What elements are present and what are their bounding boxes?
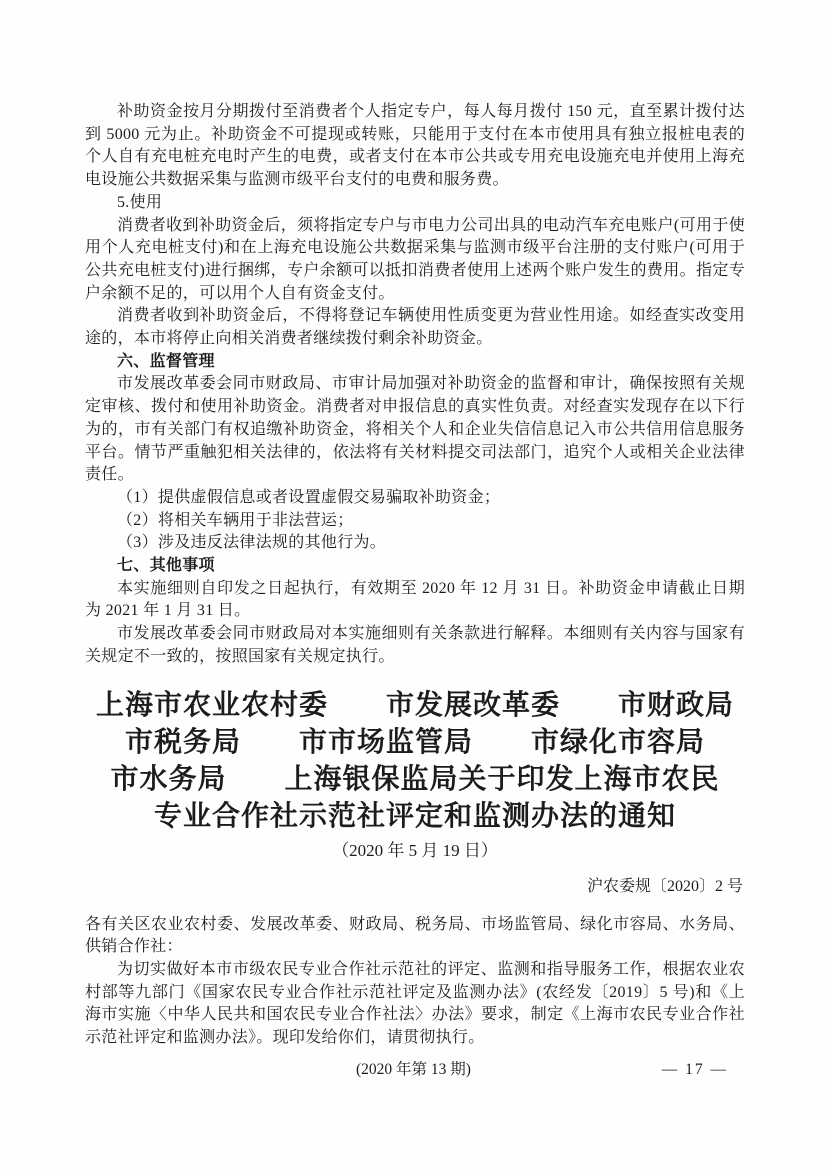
page-footer xyxy=(0,1058,827,1082)
previous-document-body xyxy=(85,101,745,669)
body-paragraph: 补助资金按月分期拨付至消费者个人指定专户，每人每月拨付 150 元，直至累计拨付达到 5000 元为止。补助资金不可提现或转账，只能用于支付在本市使用具有独立报桩电表的个人自有充电桩充电时产生的电费，或者支付在本市公共或专用充电设施充电并使用上海充电设施公共数据采集与监测市级平台支付的电费和服务费。 xyxy=(85,103,745,189)
notice-title-line: 市水务局 上海银保监局关于印发上海市农民 xyxy=(110,763,720,795)
body-paragraph: 市发展改革委会同市财政局对本实施细则有关条款进行解释。本细则有关内容与国家有关规定不一致的，按照国家有关规定执行。 xyxy=(85,625,745,665)
body-paragraph: 消费者收到补助资金后，须将指定专户与市电力公司出具的电动汽车充电账户(可用于使用个人充电桩支付)和在上海充电设施公共数据采集与监测市级平台注册的支付账户(可用于公共充电桩支付)进行捆绑，专户余额可以抵扣消费者使用上述两个账户发生的费用。指定专户余额不足的，可以用个人自有资金支付。 xyxy=(85,216,745,302)
notice-paragraph: 为切实做好本市市级农民专业合作社示范社的评定、监测和指导服务工作，根据农业农村部等九部门《国家农民专业合作社示范社评定及监测办法》(农经发〔2019〕5 号)和《上海市实施〈中华人民共和国农民专业合作社法〉办法》要求，制定《上海市农民专业合作社示范社评定和监测办法》。现印发给你们，请贯彻执行。 xyxy=(85,960,745,1047)
section-heading-other-matters: 七、其他事项 xyxy=(117,557,215,575)
body-paragraph: 本实施细则自印发之日起执行，有效期至 2020 年 12 月 31 日。补助资金申请截止日期为 2021 年 1 月 31 日。 xyxy=(85,579,745,620)
sub-item-heading: 5.使用 xyxy=(117,193,163,211)
notice-title xyxy=(85,687,745,835)
list-item-3: （3）涉及违反法律法规的其他行为。 xyxy=(117,534,387,552)
document-reference-number: 沪农委规〔2020〕2 号 xyxy=(586,877,743,895)
body-paragraph: 市发展改革委会同市财政局、市审计局加强对补助资金的监督和审计，确保按照有关规定审核、拨付和使用补助资金。消费者对申报信息的真实性负责。对经查实发现存在以下行为的，市有关部门有权追缴补助资金，将相关个人和企业失信信息记入市公共信用信息服务平台。情节严重触犯相关法律的，依法将有关材料提交司法部门，追究个人或相关企业法律责任。 xyxy=(85,375,745,484)
list-item-1: （1）提供虚假信息或者设置虚假交易骗取补助资金； xyxy=(117,488,501,506)
body-paragraph: 消费者收到补助资金后，不得将登记车辆使用性质变更为营业性用途。如经查实改变用途的，本市将停止向相关消费者继续拨付剩余补助资金。 xyxy=(85,307,745,348)
notice-title-line: 市税务局 市市场监管局 市绿化市容局 xyxy=(124,726,705,758)
page-content xyxy=(85,101,745,1050)
page-number: — 17 — xyxy=(661,1061,728,1078)
notice-date: （2020 年 5 月 19 日） xyxy=(332,840,498,860)
list-item-2: （2）将相关车辆用于非法营运； xyxy=(117,511,354,529)
notice-title-line: 上海市农业农村委 市发展改革委 市财政局 xyxy=(95,689,734,721)
notice-body xyxy=(85,914,745,1050)
notice-salutation: 各有关区农业农村委、发展改革委、财政局、税务局、市场监管局、绿化市容局、水务局、供销合作社： xyxy=(85,915,745,956)
section-heading-supervision: 六、监督管理 xyxy=(117,352,215,370)
notice-title-line: 专业合作社示范社评定和监测办法的通知 xyxy=(153,800,676,832)
gazette-issue-label: (2020 年第 13 期) xyxy=(356,1061,471,1078)
